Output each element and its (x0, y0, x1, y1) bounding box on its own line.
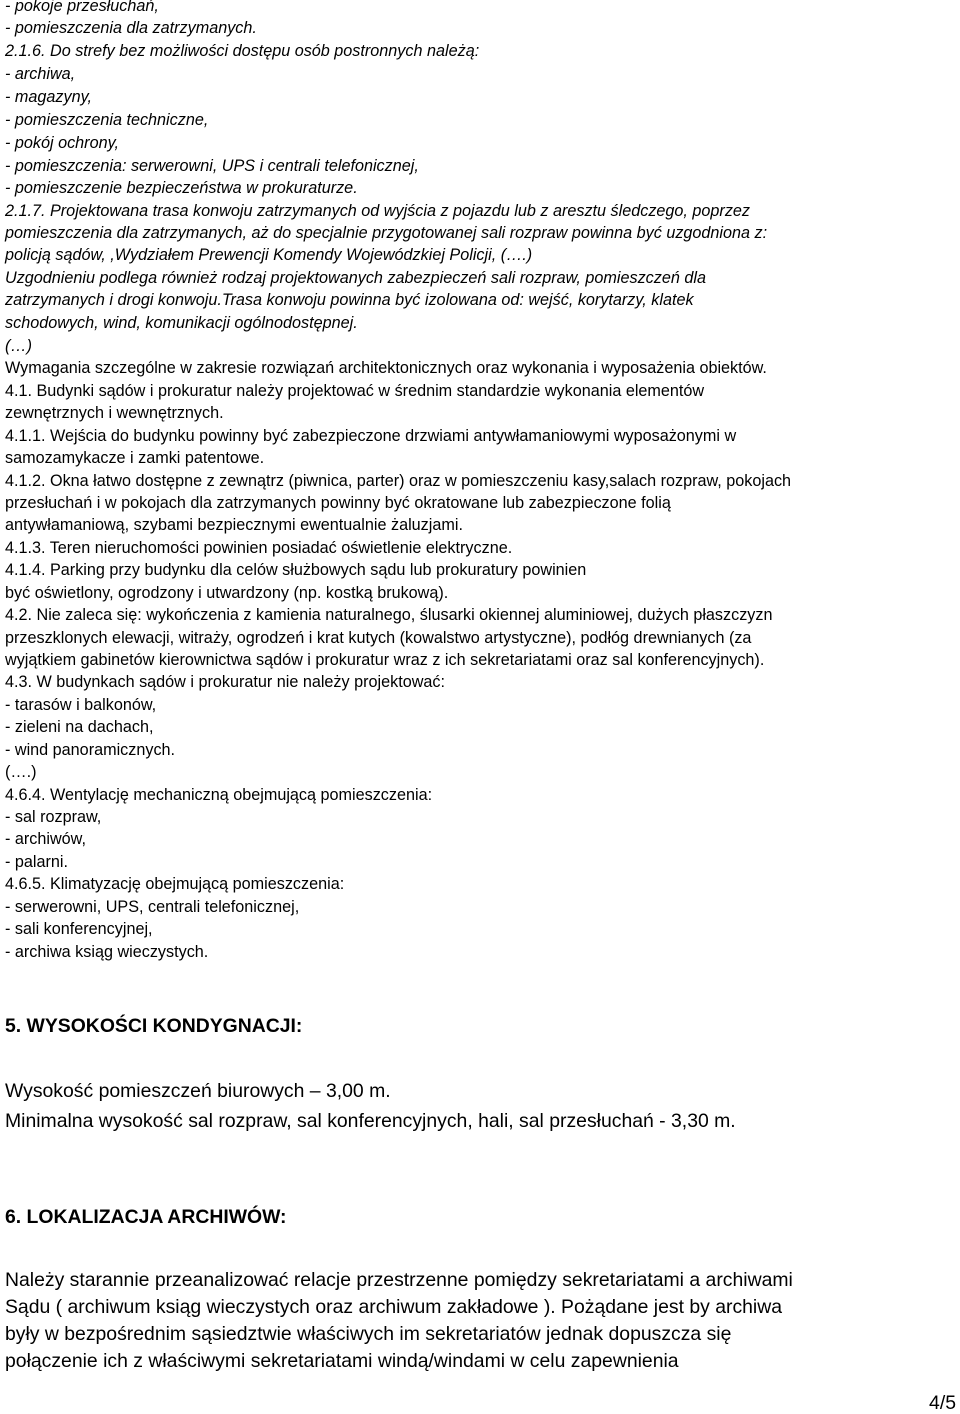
text-line: 4.1.2. Okna łatwo dostępne z zewnątrz (piwnica, parter) oraz w pomieszczeniu kasy,salach rozpraw, pokojach (5, 472, 792, 490)
text-line: 4.3. W budynkach sądów i prokuratur nie należy projektować: (5, 673, 445, 691)
text-line: 4.1. Budynki sądów i prokuratur należy projektować w średnim standardzie wykonania elementów (5, 382, 705, 400)
text-line: - sali konferencyjnej, (5, 920, 153, 938)
text-line: - pomieszczenia dla zatrzymanych. (5, 19, 257, 37)
text-line: Uzgodnieniu podlega również rodzaj projektowanych zabezpieczeń sali rozpraw, pomieszczeń dla (5, 269, 706, 287)
text-line: - pomieszczenie bezpieczeństwa w prokuraturze. (5, 179, 358, 197)
text-line: Minimalna wysokość sal rozpraw, sal konferencyjnych, hali, sal przesłuchań - 3,30 m. (5, 1110, 736, 1132)
text-line: 4.2. Nie zaleca się: wykończenia z kamienia naturalnego, ślusarki okiennej aluminiowej, dużych płaszczyzn (5, 606, 773, 624)
page-number: 4/5 (929, 1392, 956, 1414)
text-line: 4.1.3. Teren nieruchomości powinien posiadać oświetlenie elektryczne. (5, 539, 513, 557)
text-line: - pomieszczenia techniczne, (5, 111, 209, 129)
text-line: - pokój ochrony, (5, 134, 119, 152)
text-line: - pomieszczenia: serwerowni, UPS i centrali telefonicznej, (5, 157, 419, 175)
text-line: - serwerowni, UPS, centrali telefonicznej, (5, 898, 300, 916)
text-line: połączenie ich z właściwymi sekretariatami windą/windami w celu zapewnienia (5, 1350, 679, 1372)
text-line: - archiwa, (5, 65, 76, 83)
text-line: (…) (5, 337, 32, 355)
text-line: przesłuchań i w pokojach dla zatrzymanych powinny być okratowane lub zabezpieczone folią (5, 494, 671, 512)
text-line: 2.1.6. Do strefy bez możliwości dostępu osób postronnych należą: (5, 42, 480, 60)
text-line: pomieszczenia dla zatrzymanych, aż do specjalnie przygotowanej sali rozpraw powinna być uzgodniona z: (5, 224, 768, 242)
text-line: Należy starannie przeanalizować relacje przestrzenne pomiędzy sekretariatami a archiwami (5, 1269, 793, 1291)
text-line: - tarasów i balkonów, (5, 696, 157, 714)
text-line: 4.1.4. Parking przy budynku dla celów służbowych sądu lub prokuratury powinien (5, 561, 587, 579)
text-line: zatrzymanych i drogi konwoju.Trasa konwoju powinna być izolowana od: wejść, korytarzy, klatek (5, 291, 694, 309)
text-line: 4.6.4. Wentylację mechaniczną obejmującą pomieszczenia: (5, 786, 433, 804)
text-line: - archiwów, (5, 830, 86, 848)
text-line: 4.6.5. Klimatyzację obejmującą pomieszczenia: (5, 875, 345, 893)
text-line: 2.1.7. Projektowana trasa konwoju zatrzymanych od wyjścia z pojazdu lub z aresztu śledczego, poprzez (5, 202, 751, 220)
text-line: wyjątkiem gabinetów kierownictwa sądów i prokuratur wraz z ich sekretariatami oraz sal konferencyjnych). (5, 651, 765, 669)
text-line: być oświetlony, ogrodzony i utwardzony (np. kostką brukową). (5, 584, 449, 602)
text-line: samozamykacze i zamki patentowe. (5, 449, 265, 467)
text-line: - magazyny, (5, 88, 92, 106)
text-line: przeszklonych elewacji, witraży, ogrodzeń i krat kutych (kowalstwo artystyczne), podłóg drewnianych (za (5, 629, 752, 647)
section-heading: 5. WYSOKOŚCI KONDYGNACJI: (5, 1015, 303, 1037)
text-line: - zieleni na dachach, (5, 718, 154, 736)
text-line: Wymagania szczególne w zakresie rozwiązań architektonicznych oraz wykonania i wyposażenia obiektów. (5, 359, 767, 377)
text-line: Sądu ( archiwum ksiąg wieczystych oraz archiwum zakładowe ). Pożądane jest by archiwa (5, 1296, 783, 1318)
text-line: policją sądów, ,Wydziałem Prewencji Komendy Wojewódzkiej Policji, (….) (5, 246, 533, 264)
text-line: Wysokość pomieszczeń biurowych – 3,00 m. (5, 1080, 391, 1102)
text-line: były w bezpośrednim sąsiedztwie właściwych im sekretariatów jednak dopuszcza się (5, 1323, 732, 1345)
section-heading: 6. LOKALIZACJA ARCHIWÓW: (5, 1206, 287, 1228)
text-line: schodowych, wind, komunikacji ogólnodostępnej. (5, 314, 358, 332)
text-line: - palarni. (5, 853, 68, 871)
text-line: - wind panoramicznych. (5, 741, 176, 759)
text-line: zewnętrznych i wewnętrznych. (5, 404, 224, 422)
text-line: - sal rozpraw, (5, 808, 102, 826)
text-line: antywłamaniową, szybami bezpiecznymi ewentualnie żaluzjami. (5, 516, 463, 534)
text-line: - archiwa ksiąg wieczystych. (5, 943, 209, 961)
text-line: - pokoje przesłuchań, (5, 0, 159, 15)
text-line: (….) (5, 763, 37, 781)
text-line: 4.1.1. Wejścia do budynku powinny być zabezpieczone drzwiami antywłamaniowymi wyposażonymi w (5, 427, 737, 445)
